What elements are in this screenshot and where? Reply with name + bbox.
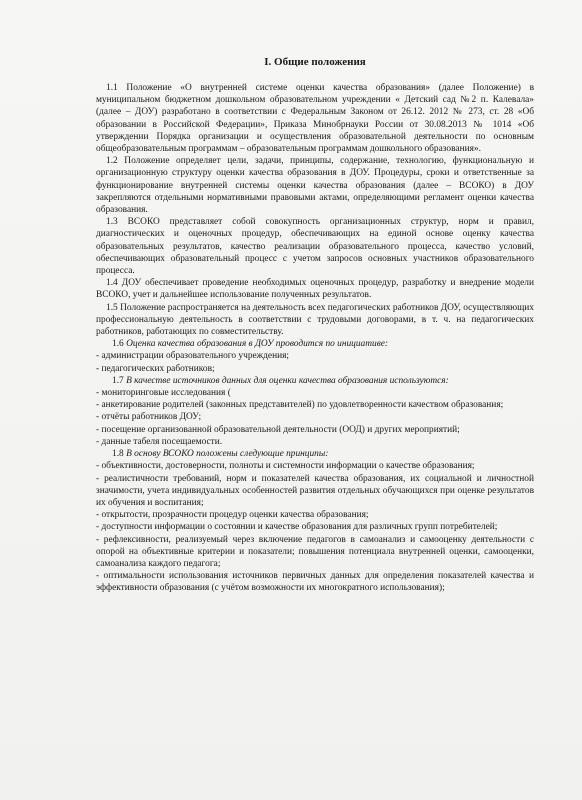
list-item: - доступности информации о состоянии и качестве образования для различных групп потребителей; xyxy=(96,522,498,533)
list-item: - объективности, достоверности, полноты и системности информации о качестве образования; xyxy=(96,461,475,472)
paragraph-1-8 xyxy=(96,448,534,460)
list-item: - мониторинговые исследования ( xyxy=(96,388,231,399)
paragraph-1-4: 1.4 ДОУ обеспечивает проведение необходимых оценочных процедур, разработку и внедрение модели ВСОКО, учет и дальнейшее использование полученных результатов. xyxy=(96,278,534,301)
paragraph-number: 1.7 xyxy=(112,375,127,386)
italic-heading: Оценка качества образования в ДОУ проводится по инициативе: xyxy=(126,339,389,350)
italic-heading: В качестве источников данных для оценки качества образования используются: xyxy=(126,375,449,386)
list-item: - открытости, прозрачности процедур оценки качества образования; xyxy=(96,510,369,521)
list-item: - посещение организованной образовательной деятельности (ООД) и других мероприятий; xyxy=(96,424,460,435)
list-item: - анкетирование родителей (законных представителей) по удовлетворенности качеством образования; xyxy=(96,400,504,411)
paragraph-1-2: 1.2 Положение определяет цели, задачи, принципы, содержание, технологию, функциональную и организационную структуру оценки качества образования в ДОУ. Процедуры, сроки и ответственные за функционирование внутренней системы оценки качества образования (далее – ВСОКО) в ДОУ закрепляются отдельными нормативными правовыми актами, определяющими регламент оценки качества образования. xyxy=(96,156,534,216)
list-item: - отчёты работников ДОУ; xyxy=(96,412,202,423)
paragraph-1-6 xyxy=(96,338,534,350)
paragraph-1-3: 1.3 ВСОКО представляет собой совокупность организационных структур, норм и правил, диагностических и оценочных процедур, обеспечивающих на единой основе оценку качества образовательных результатов, качество реализации образовательного процесса, качество условий, обеспечивающих образовательный процесс с учетом запросов основных участников образовательного процесса. xyxy=(96,217,534,277)
section-title: I. Общие положения xyxy=(264,56,366,68)
paragraph-1-5: 1.5 Положение распространяется на деятельность всех педагогических работников ДОУ, осуществляющих профессиональную деятельность в соответствии с трудовыми договорами, в т. ч. на педагогических работников, работающих по совместительству. xyxy=(96,302,534,338)
paragraph-1-1: 1.1 Положение «О внутренней системе оценки качества образования» (далее Положение) в муниципальном бюджетном дошкольном образовательном учреждении « Детский сад №2 п. Калевала» (далее – ДОУ) разработано в соответствии с Федеральным Законом от 26.12. 2012 № 273, ст. 28 «Об образовании в Российской Федерации», Приказа Минобрнауки России от 30.08.2013 № 1014 «Об утверждении Порядка организации и осуществления образовательной деятельности по основным общеобразовательным программам – образовательным программам дошкольного образования». xyxy=(96,83,534,155)
list-item: - рефлексивности, реализуемый через включение педагогов в самоанализ и самооценку деятельности с опорой на объективные критерии и показатели; повышения потенциала внутренней оценки, самооценки, самоанализа каждого педагога; xyxy=(96,534,534,569)
list-item: - администрации образовательного учреждения; xyxy=(96,351,290,362)
italic-heading: В основу ВСОКО положены следующие принципы: xyxy=(126,449,329,460)
paragraph-number: 1.8 xyxy=(112,449,127,460)
paragraph-number: 1.6 xyxy=(112,339,127,350)
list-item: - педагогических работников; xyxy=(96,363,215,374)
list-item: - данные табеля посещаемости. xyxy=(96,436,223,447)
document-body xyxy=(96,82,534,595)
list-item: - оптимальности использования источников первичных данных для определения показателей качества и эффективности образования (с учётом возможности их многократного использования); xyxy=(96,571,534,594)
list-item: - реалистичности требований, норм и показателей качества образования, их социальной и личностной значимости, учета индивидуальных особенностей развития отдельных обучающихся при оценке результатов их обучения и воспитания; xyxy=(96,473,534,508)
paragraph-1-7 xyxy=(96,375,534,387)
